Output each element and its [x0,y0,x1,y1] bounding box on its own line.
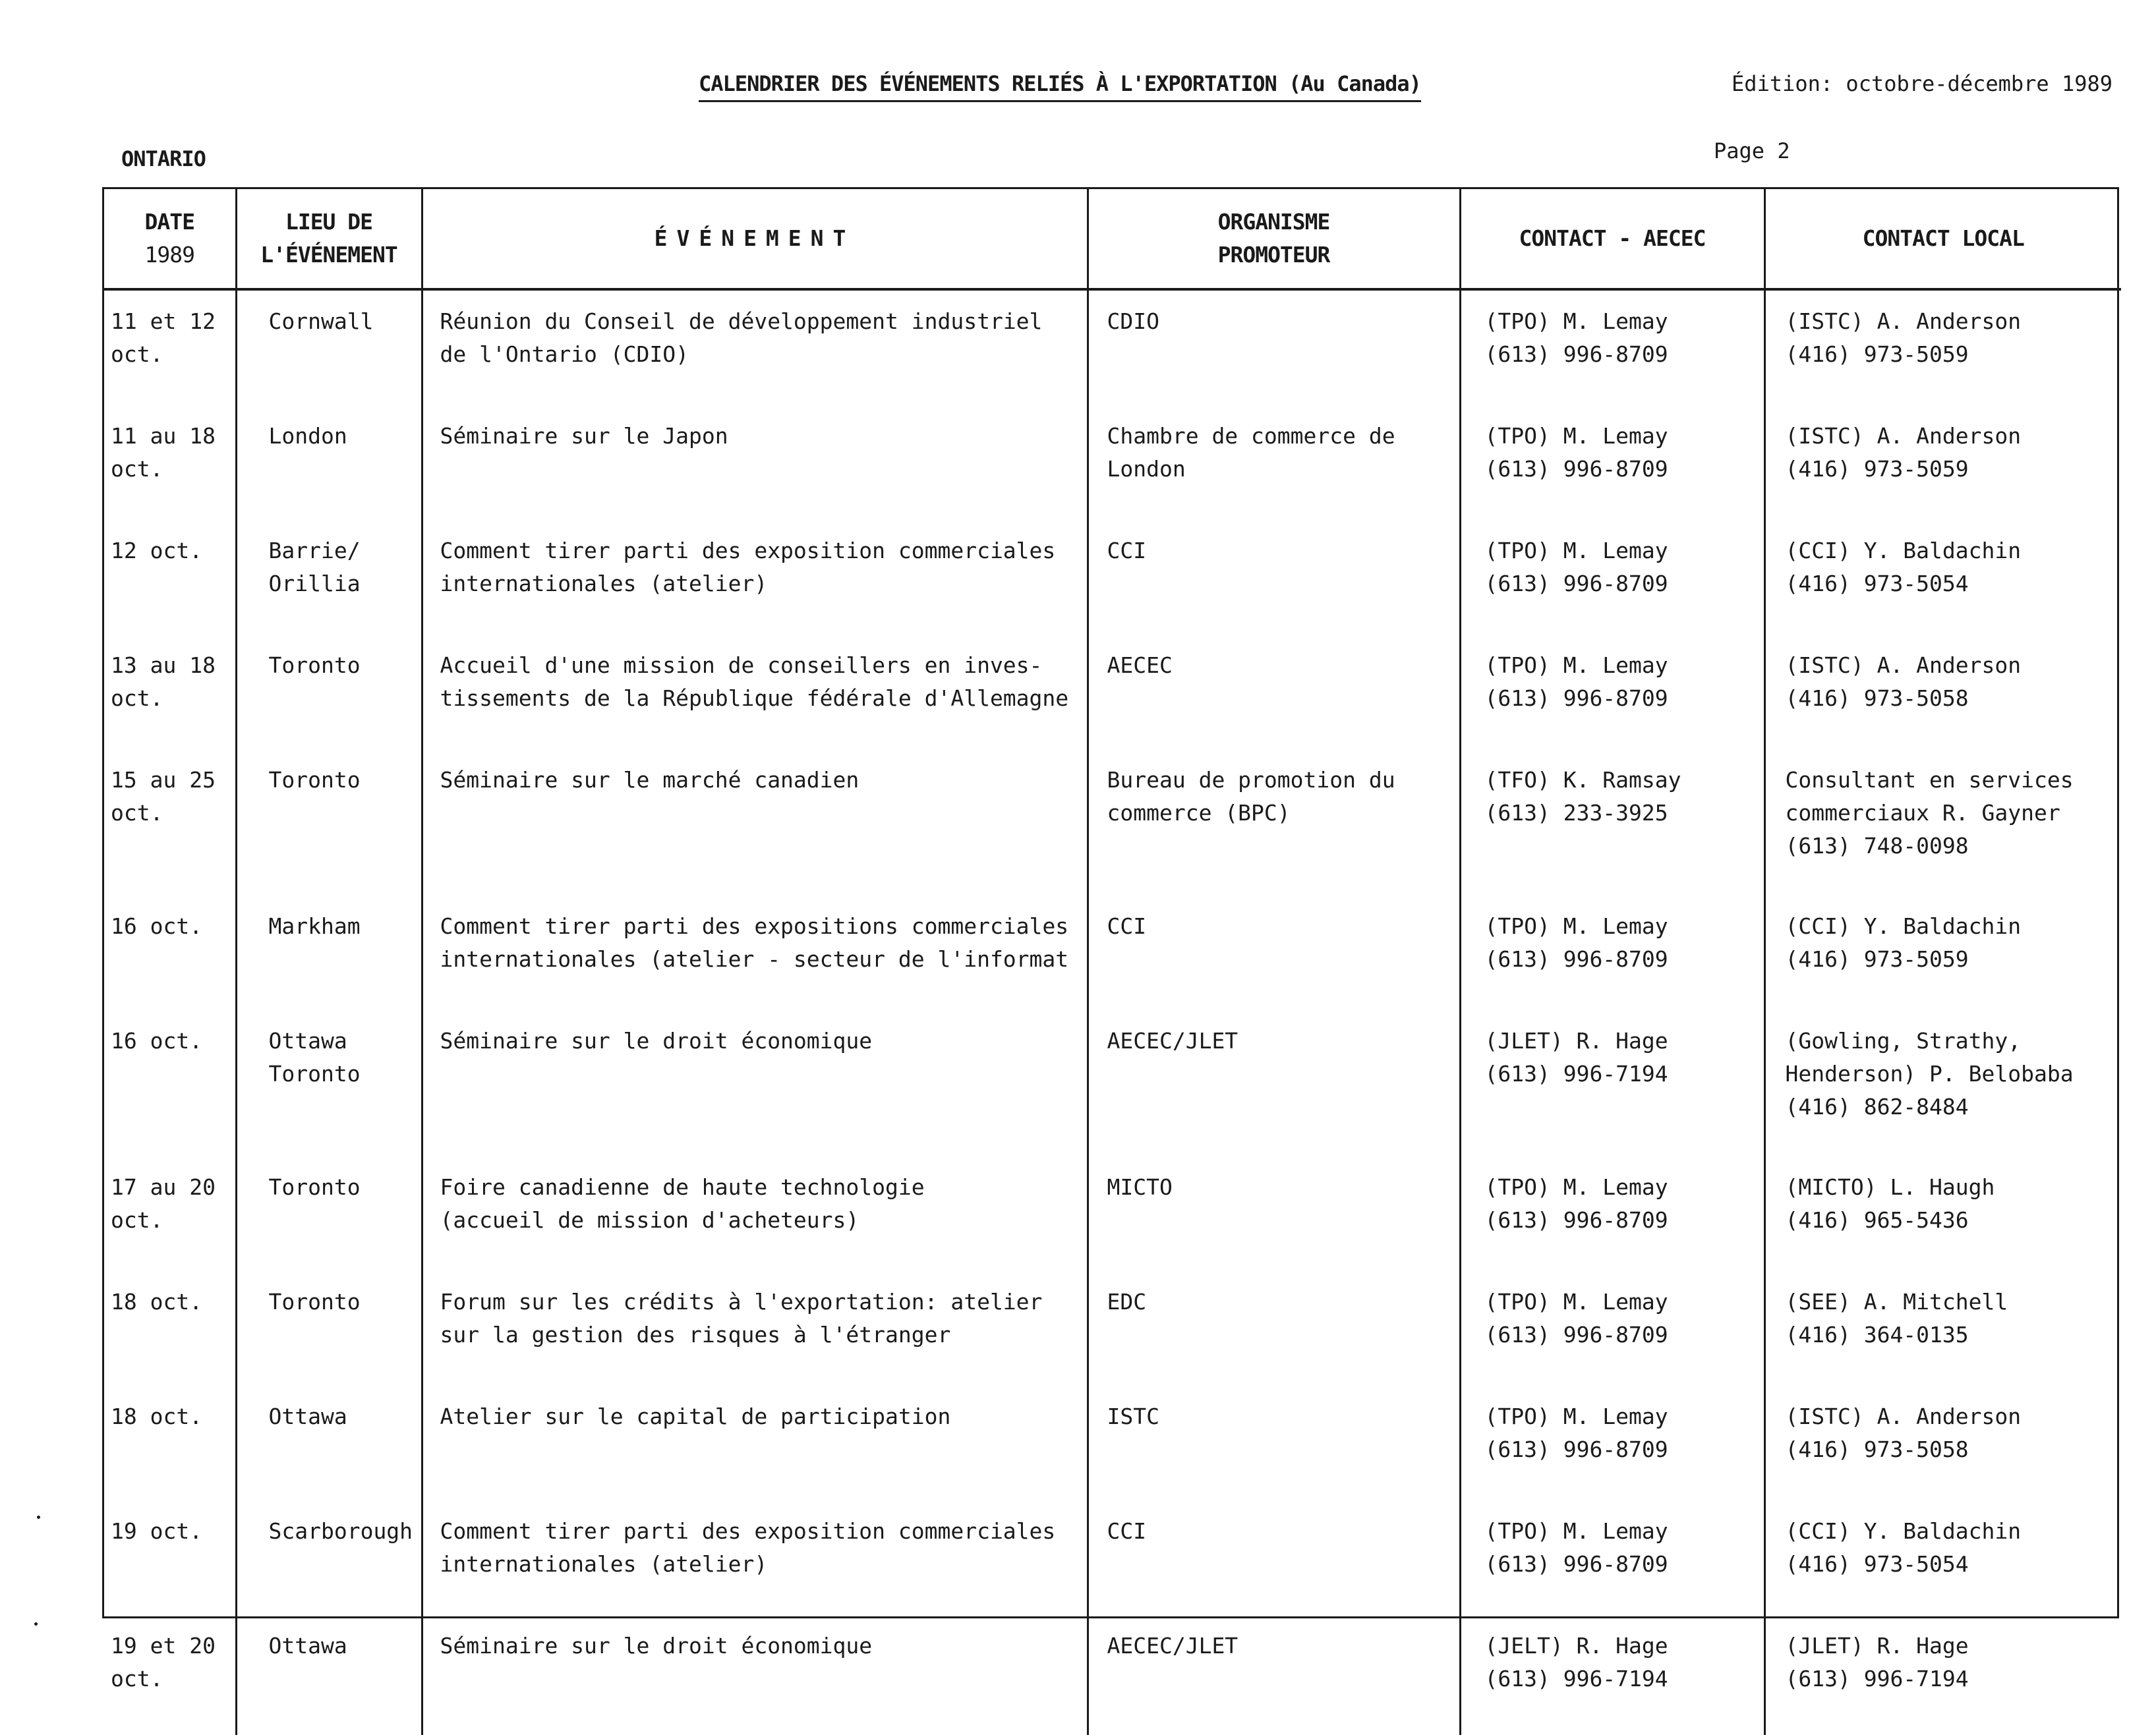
edition-label: Édition: octobre-décembre 1989 [1732,71,2112,96]
cell-lieu: Toronto [236,1156,422,1271]
cell-contact-aecec: (TPO) M. Lemay (613) 996-8709 [1460,635,1764,749]
margin-dot [37,1516,40,1519]
table-row [104,635,2121,749]
cell-contact-aecec: (TFO) K. Ramsay (613) 233-3925 [1460,749,1764,896]
cell-organisme: Chambre de commerce de London [1088,405,1460,520]
header-organisme [1088,189,1460,289]
cell-date: 11 au 18 oct. [111,423,216,482]
cell-date: 18 oct. [111,1289,203,1315]
cell-contact-aecec: (TPO) M. Lemay (613) 996-8709 [1460,405,1764,520]
cell-lieu: Toronto [236,749,422,896]
cell-lieu: Ottawa Toronto [236,1010,422,1156]
cell-evenement: Réunion du Conseil de développement industriel de l'Ontario (CDIO) [422,289,1088,405]
cell-date: 17 au 20 oct. [111,1174,216,1233]
cell-lieu: Ottawa [236,1386,422,1500]
header-date [104,189,236,289]
cell-evenement: Atelier sur le capital de participation [422,1386,1088,1500]
cell-contact-aecec: (TPO) M. Lemay (613) 996-8709 [1460,520,1764,635]
page-number: Page 2 [1714,138,1790,163]
header-organisme-line1: ORGANISME [1217,209,1330,235]
cell-evenement: Accueil d'une mission de conseillers en inves- tissements de la République fédérale d'Allemagne [422,635,1088,749]
cell-organisme: ISTC [1088,1386,1460,1500]
cell-contact-aecec: (TPO) M. Lemay (613) 996-8709 [1460,1500,1764,1615]
table-row [104,1615,2121,1735]
cell-contact-local: Consultant en services commerciaux R. Gayner (613) 748-0098 [1764,749,2121,896]
cell-organisme: AECEC [1088,635,1460,749]
header-organisme-line2: PROMOTEUR [1217,242,1330,268]
cell-evenement: Comment tirer parti des exposition commerciales internationales (atelier) [422,1500,1088,1615]
cell-date: 16 oct. [111,913,203,939]
header-lieu-line1: LIEU DE [285,209,373,235]
header-contact-local: CONTACT LOCAL [1764,189,2121,289]
cell-contact-local: (ISTC) A. Anderson (416) 973-5059 [1764,405,2121,520]
events-table-frame [102,187,2119,1692]
header-contact-aecec: CONTACT - AECEC [1460,189,1764,289]
table-row [104,1386,2121,1500]
cell-evenement: Comment tirer parti des expositions commerciales internationales (atelier - secteur de l'informat [422,896,1088,1010]
cell-organisme: AECEC/JLET [1088,1010,1460,1156]
cell-lieu: Cornwall [236,289,422,405]
cell-contact-aecec: (TPO) M. Lemay (613) 996-8709 [1460,896,1764,1010]
cell-contact-aecec: (TPO) M. Lemay (613) 996-8709 [1460,1386,1764,1500]
region-label: ONTARIO [121,146,206,171]
header-lieu-line2: L'ÉVÉNEMENT [260,242,397,268]
cell-organisme: CDIO [1088,289,1460,405]
cell-organisme: EDC [1088,1271,1460,1386]
cell-evenement: Séminaire sur le marché canadien [422,749,1088,896]
cell-contact-local: (JLET) R. Hage (613) 996-7194 [1764,1615,2121,1735]
table-header-row [104,189,2121,289]
cell-contact-local: (ISTC) A. Anderson (416) 973-5058 [1764,635,2121,749]
cell-date: 11 et 12 oct. [111,308,216,367]
events-table [104,189,2121,1735]
header-date-label: DATE [144,209,194,235]
cell-date: 18 oct. [111,1404,203,1429]
cell-lieu: Ottawa [236,1615,422,1735]
cell-date: 12 oct. [111,538,203,563]
table-row [104,1271,2121,1386]
cell-evenement: Foire canadienne de haute technologie (accueil de mission d'acheteurs) [422,1156,1088,1271]
cell-lieu: Toronto [236,1271,422,1386]
cell-date: 16 oct. [111,1028,203,1054]
cell-date: 19 oct. [111,1518,203,1544]
cell-contact-aecec: (JLET) R. Hage (613) 996-7194 [1460,1010,1764,1156]
cell-organisme: CCI [1088,1500,1460,1615]
cell-contact-aecec: (JELT) R. Hage (613) 996-7194 [1460,1615,1764,1735]
cell-contact-aecec: (TPO) M. Lemay (613) 996-8709 [1460,1271,1764,1386]
cell-lieu: Toronto [236,635,422,749]
cell-contact-local: (CCI) Y. Baldachin (416) 973-5059 [1764,896,2121,1010]
cell-contact-local: (Gowling, Strathy, Henderson) P. Belobaba (416) 862-8484 [1764,1010,2121,1156]
cell-organisme: CCI [1088,896,1460,1010]
table-row [104,749,2121,896]
cell-contact-local: (ISTC) A. Anderson (416) 973-5059 [1764,289,2121,405]
cell-contact-local: (ISTC) A. Anderson (416) 973-5058 [1764,1386,2121,1500]
header-evenement: ÉVÉNEMENT [422,189,1088,289]
cell-contact-aecec: (TPO) M. Lemay (613) 996-8709 [1460,1156,1764,1271]
document-title: CALENDRIER DES ÉVÉNEMENTS RELIÉS À L'EXPORTATION (Au Canada) [699,71,1421,102]
cell-evenement: Séminaire sur le Japon [422,405,1088,520]
header-date-year: 1989 [144,242,194,268]
cell-organisme: AECEC/JLET [1088,1615,1460,1735]
cell-date: 13 au 18 oct. [111,652,216,711]
table-row [104,1010,2121,1156]
table-row [104,896,2121,1010]
cell-contact-local: (CCI) Y. Baldachin (416) 973-5054 [1764,520,2121,635]
cell-date: 19 et 20 oct. [111,1633,216,1692]
cell-evenement: Séminaire sur le droit économique [422,1010,1088,1156]
cell-organisme: Bureau de promotion du commerce (BPC) [1088,749,1460,896]
table-row [104,1500,2121,1615]
cell-organisme: CCI [1088,520,1460,635]
table-row [104,289,2121,405]
cell-contact-local: (SEE) A. Mitchell (416) 364-0135 [1764,1271,2121,1386]
cell-contact-aecec: (TPO) M. Lemay (613) 996-8709 [1460,289,1764,405]
cell-lieu: Markham [236,896,422,1010]
cell-evenement: Forum sur les crédits à l'exportation: atelier sur la gestion des risques à l'étranger [422,1271,1088,1386]
margin-dot [34,1622,38,1626]
cell-evenement: Comment tirer parti des exposition commerciales internationales (atelier) [422,520,1088,635]
cell-evenement: Séminaire sur le droit économique [422,1615,1088,1735]
cell-lieu: London [236,405,422,520]
cell-lieu: Barrie/ Orillia [236,520,422,635]
header-lieu [236,189,422,289]
table-row [104,1156,2121,1271]
cell-organisme: MICTO [1088,1156,1460,1271]
cell-contact-local: (CCI) Y. Baldachin (416) 973-5054 [1764,1500,2121,1615]
table-row [104,520,2121,635]
cell-contact-local: (MICTO) L. Haugh (416) 965-5436 [1764,1156,2121,1271]
cell-date: 15 au 25 oct. [111,767,216,826]
cell-lieu: Scarborough [236,1500,422,1615]
table-row [104,405,2121,520]
